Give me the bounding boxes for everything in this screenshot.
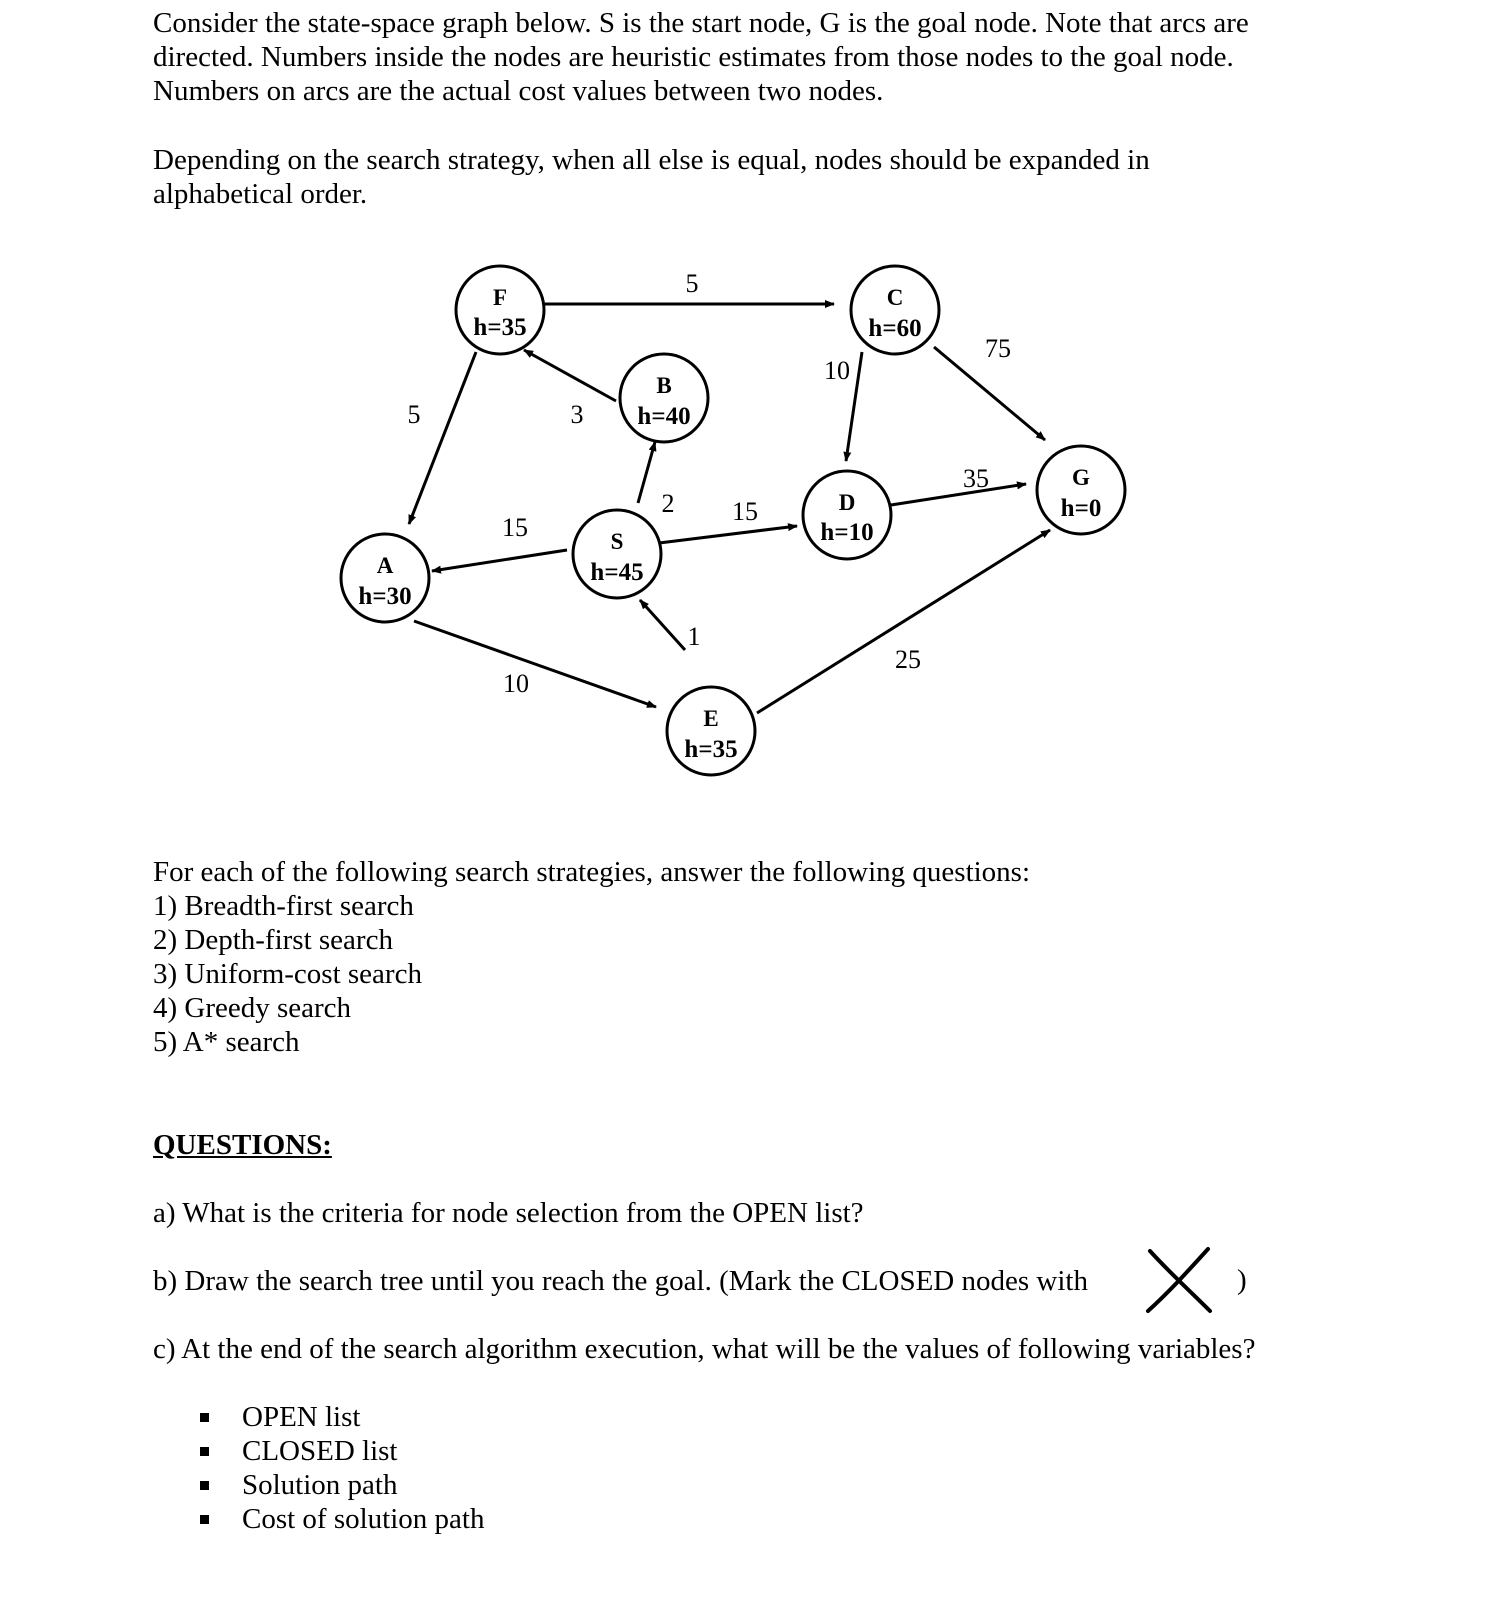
node-f-heuristic: h=35 xyxy=(473,314,527,341)
node-a xyxy=(341,534,429,622)
question-a: a) What is the criteria for node selection from the OPEN list? xyxy=(153,1197,864,1229)
node-f-label: F xyxy=(492,285,508,310)
variable-item-label: OPEN list xyxy=(242,1401,361,1433)
variable-item-label: Cost of solution path xyxy=(242,1503,485,1535)
node-e xyxy=(667,687,755,775)
node-d xyxy=(803,471,891,559)
node-d-label: D xyxy=(838,490,856,515)
strategy-item: 2) Depth-first search xyxy=(153,924,393,956)
node-e-heuristic: h=35 xyxy=(684,736,738,763)
edge-s-d xyxy=(651,526,797,544)
state-space-graph xyxy=(0,0,1508,800)
edge-cost-s-d: 15 xyxy=(732,497,758,526)
node-g xyxy=(1037,446,1125,534)
edge-a-e xyxy=(414,621,656,707)
edge-f-a xyxy=(409,352,476,524)
question-c: c) At the end of the search algorithm execution, what will be the values of following variables? xyxy=(153,1333,1256,1365)
variable-item xyxy=(200,1502,484,1536)
questions-heading: QUESTIONS: xyxy=(153,1129,332,1161)
edge-cost-b-f: 3 xyxy=(570,400,584,429)
node-d-heuristic: h=10 xyxy=(820,519,874,546)
question-b: b) Draw the search tree until you reach the goal. (Mark the CLOSED nodes with xyxy=(153,1265,1088,1297)
node-a-heuristic: h=30 xyxy=(358,583,412,610)
variable-item xyxy=(200,1434,484,1468)
edge-s-a xyxy=(432,550,567,571)
strategies-intro: For each of the following search strategies, answer the following questions: xyxy=(153,856,1031,888)
node-s-heuristic: h=45 xyxy=(590,559,644,586)
node-g-heuristic: h=0 xyxy=(1060,495,1102,522)
node-c-heuristic: h=60 xyxy=(868,315,922,342)
edge-cost-d-g: 35 xyxy=(963,464,989,493)
strategy-item: 1) Breadth-first search xyxy=(153,890,414,922)
edge-e-s xyxy=(640,600,685,650)
cross-mark-icon xyxy=(1142,1243,1217,1318)
node-b-heuristic: h=40 xyxy=(637,403,691,430)
bullet-square-icon xyxy=(200,1447,209,1456)
edge-cost-c-g: 75 xyxy=(985,334,1011,363)
edge-cost-c-d: 10 xyxy=(824,356,850,385)
variables-list xyxy=(200,1400,484,1536)
edge-cost-f-a: 5 xyxy=(407,400,421,429)
node-s xyxy=(573,510,661,598)
edge-cost-f-c: 5 xyxy=(685,269,699,298)
strategy-item: 5) A* search xyxy=(153,1026,300,1058)
node-b xyxy=(620,354,708,442)
node-c xyxy=(851,266,939,354)
variable-item xyxy=(200,1468,484,1502)
edge-s-b xyxy=(638,442,655,503)
edge-e-g xyxy=(757,530,1050,713)
question-b-close-paren: ) xyxy=(1237,1264,1247,1296)
node-g-label: G xyxy=(1072,465,1090,490)
strategy-item: 4) Greedy search xyxy=(153,992,352,1024)
strategy-list xyxy=(153,889,422,1059)
intro-paragraph-1: Consider the state-space graph below. S is the start node, G is the goal node. Note that arcs are directed. Numbers inside the nodes are heuristic estimates from those nodes to the goal node. Numbers on arcs are the actual cost values between two nodes. xyxy=(153,7,1249,107)
edge-cost-e-g: 25 xyxy=(895,645,921,674)
node-c-label: C xyxy=(886,285,904,310)
node-f xyxy=(456,266,544,354)
bullet-square-icon xyxy=(200,1481,209,1490)
variable-item xyxy=(200,1400,484,1434)
bullet-square-icon xyxy=(200,1515,209,1524)
node-b-label: B xyxy=(656,373,672,398)
edge-cost-s-b: 2 xyxy=(661,489,675,518)
variable-item-label: CLOSED list xyxy=(242,1435,398,1467)
node-e-label: E xyxy=(703,706,719,731)
node-a-label: A xyxy=(376,553,394,578)
edge-cost-e-s: 1 xyxy=(687,622,701,651)
bullet-square-icon xyxy=(200,1413,209,1422)
node-s-label: S xyxy=(610,529,624,554)
strategy-item: 3) Uniform-cost search xyxy=(153,958,422,990)
edge-d-g xyxy=(891,484,1026,505)
edge-cost-a-e: 10 xyxy=(503,669,529,698)
edge-cost-s-a: 15 xyxy=(502,513,528,542)
variable-item-label: Solution path xyxy=(242,1469,398,1501)
edge-b-f xyxy=(524,350,616,401)
intro-paragraph-2: Depending on the search strategy, when all else is equal, nodes should be expanded in alphabetical order. xyxy=(153,144,1150,210)
